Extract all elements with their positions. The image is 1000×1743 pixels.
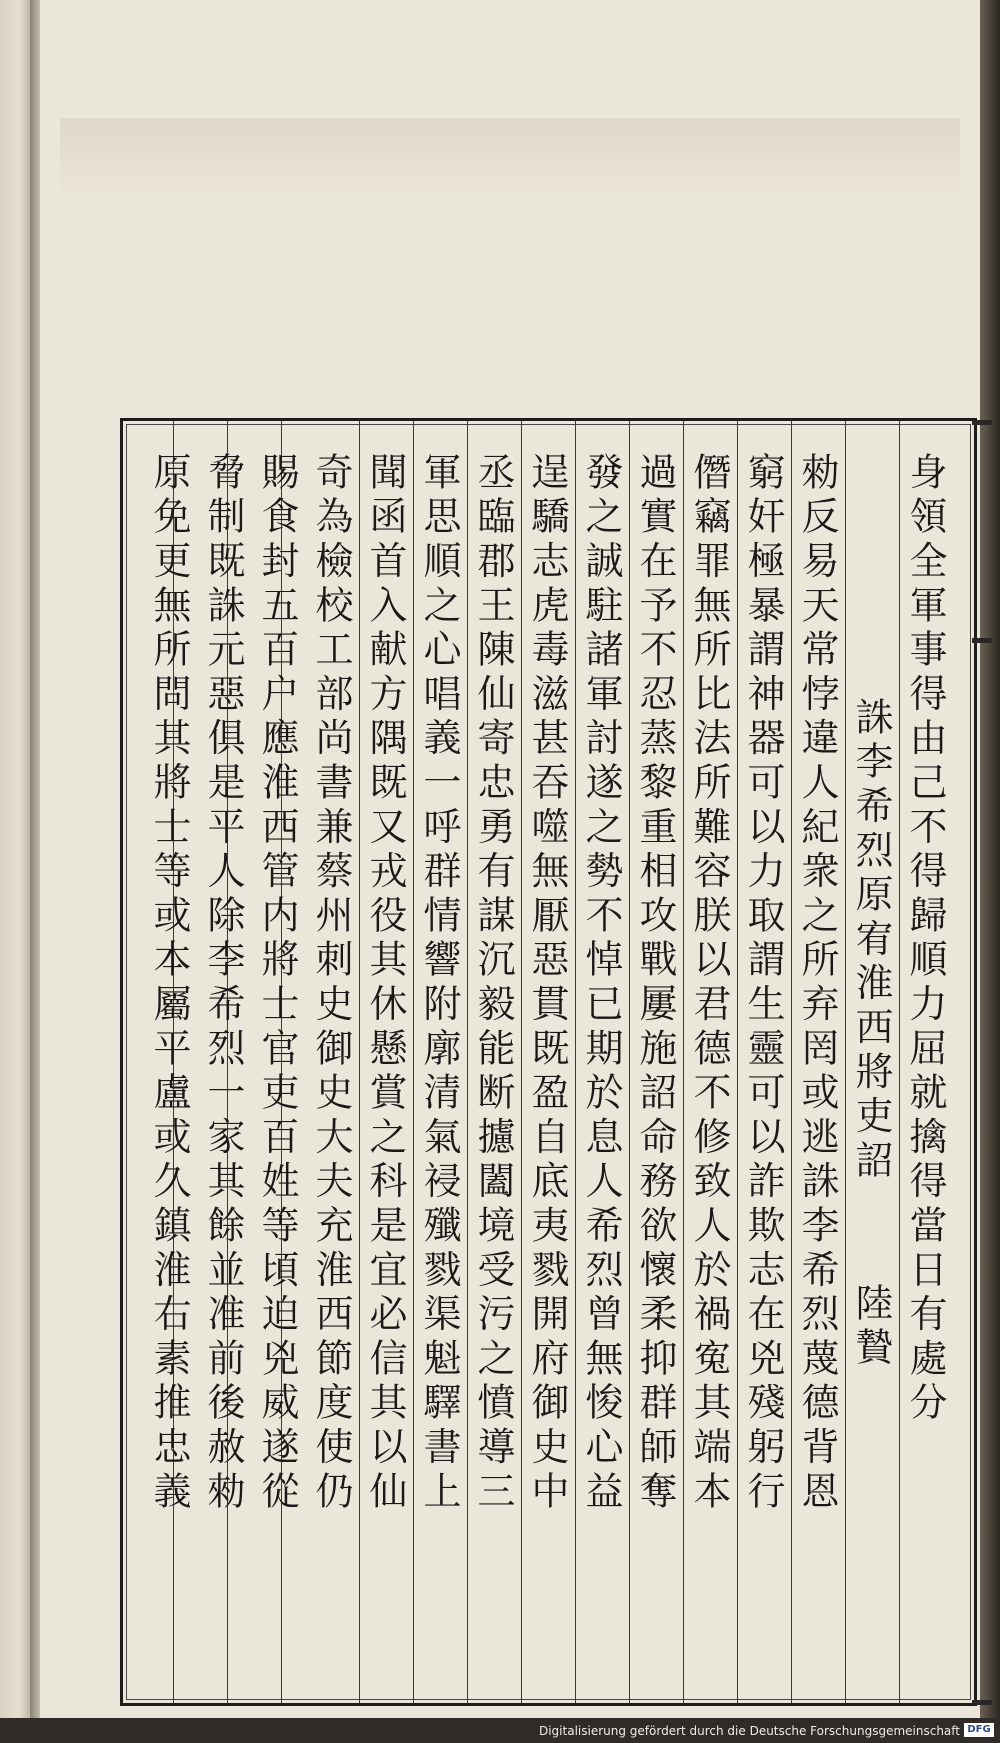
text-column-5: 過實在予不忍蒸黎重相攻戰屢施詔命務欲懷柔抑群師奪 xyxy=(633,452,677,1516)
text-column-6: 發之誠駐諸軍討遂之勢不悼已期於息人希烈曾無悛心益 xyxy=(579,452,623,1516)
frame-tab xyxy=(972,420,992,425)
footer-credit: Digitalisierung gefördert durch die Deutsche Forschungsgemeinschaft xyxy=(538,1724,960,1738)
text-column-13: 脅制既誅元惡俱是平人除李希烈一家其餘並准前後赦勑 xyxy=(201,452,245,1516)
column-rule xyxy=(521,421,522,1703)
dfg-logo: DFG xyxy=(964,1723,994,1737)
text-column-4: 僭竊罪無所比法所難容朕以君德不修致人於禍寃其端本 xyxy=(687,452,731,1516)
text-column-8: 丞臨郡王陳仙寄忠勇有謀沉毅能断攄闔境受污之憤導三 xyxy=(471,452,515,1516)
column-rule xyxy=(629,421,630,1703)
text-column-10: 聞函首入献方隅既又戎役其休懸賞之科是宜必信其以仙 xyxy=(363,452,407,1516)
text-column-2: 勑反易天常悖違人紀衆之所弃罔或逃誅李希烈蔑德背恩 xyxy=(795,452,839,1516)
column-rule xyxy=(413,421,414,1703)
column-rule xyxy=(683,421,684,1703)
column-rule xyxy=(467,421,468,1703)
column-rule xyxy=(791,421,792,1703)
column-rule xyxy=(575,421,576,1703)
text-column-3: 窮奸極暴謂神器可以力取謂生靈可以詐欺志在兇殘躬行 xyxy=(741,452,785,1516)
facing-page-edge xyxy=(0,0,32,1743)
text-column-12: 賜食封五百户應淮西管内將士官吏百姓等頃迫兇威遂從 xyxy=(255,452,299,1516)
author-name: 陸贄 xyxy=(849,1283,893,1372)
frame-tab xyxy=(972,1700,992,1705)
text-column-9: 軍思順之心唱義一呼群情響附廓清氣祲殲戮渠魁驛書上 xyxy=(417,452,461,1516)
page-stain xyxy=(60,118,960,198)
text-column-1: 身領全軍事得由己不得歸順力屈就擒得當日有處分 xyxy=(903,452,947,1427)
column-rule xyxy=(899,421,900,1703)
frame-tab xyxy=(972,638,992,643)
column-rule xyxy=(845,421,846,1703)
column-rule xyxy=(359,421,360,1703)
text-column-11: 奇為檢校工部尚書兼蔡州刺史御史大夫充淮西節度使仍 xyxy=(309,452,353,1516)
text-column-14: 原免更無所問其將士等或本屬平盧或久鎮淮右素推忠義 xyxy=(147,452,191,1516)
column-rule xyxy=(737,421,738,1703)
book-shadow xyxy=(980,0,1000,1743)
text-column-7: 逞驕志虎毒滋甚吞噬無厭惡貫既盈自底夷戮開府御史中 xyxy=(525,452,569,1516)
document-title: 誅李希烈原宥淮西將吏詔 xyxy=(849,697,893,1185)
